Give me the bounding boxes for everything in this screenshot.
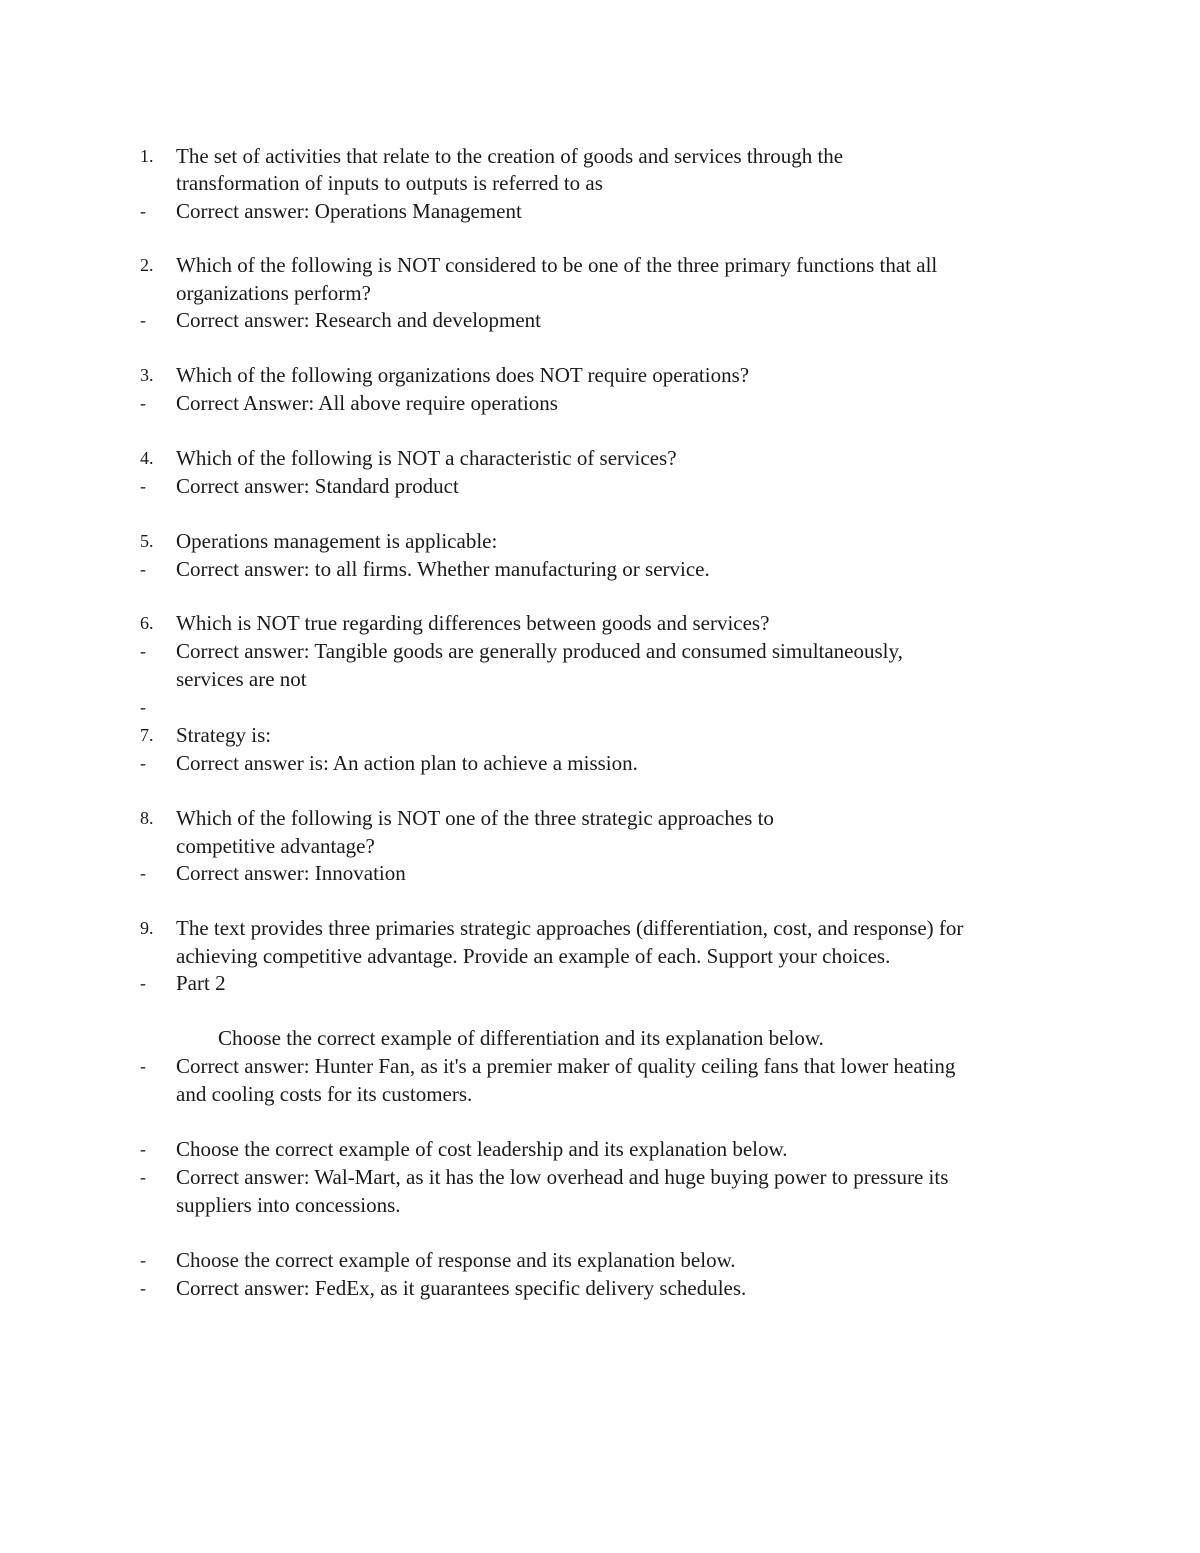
line-text: Correct answer: Innovation: [176, 861, 406, 885]
line-text: Correct answer: Research and development: [176, 308, 542, 332]
list-marker: -: [140, 641, 146, 661]
line-text: Part 2: [176, 971, 226, 995]
line-text: Which of the following organizations does NOT require operations?: [176, 363, 750, 387]
list-marker: -: [140, 1278, 146, 1298]
line-text: services are not: [176, 667, 307, 691]
list-marker: 3.: [140, 365, 154, 385]
list-marker: -: [140, 863, 146, 883]
line-text: Which of the following is NOT one of the three strategic approaches to: [176, 806, 774, 830]
list-marker: -: [140, 310, 146, 330]
list-marker: -: [140, 201, 146, 221]
line-text: Correct answer: Hunter Fan, as it's a premier maker of quality ceiling fans that lower heating: [176, 1054, 956, 1078]
list-marker: -: [140, 1056, 146, 1076]
line-text: Correct answer: to all firms. Whether manufacturing or service.: [176, 557, 710, 581]
list-marker: 1.: [140, 146, 154, 166]
line-text: Correct answer: Operations Management: [176, 199, 522, 223]
line-text: Which of the following is NOT considered to be one of the three primary functions that all: [176, 253, 938, 277]
line-text: Correct answer: Tangible goods are generally produced and consumed simultaneously,: [176, 639, 903, 663]
line-text: Strategy is:: [176, 723, 272, 747]
list-marker: 9.: [140, 918, 154, 938]
list-marker: 8.: [140, 808, 154, 828]
list-marker: -: [140, 476, 146, 496]
line-text: Which of the following is NOT a characteristic of services?: [176, 446, 677, 470]
line-text: Correct answer: FedEx, as it guarantees specific delivery schedules.: [176, 1276, 747, 1300]
line-text: Which is NOT true regarding differences between goods and services?: [176, 611, 770, 635]
line-text: transformation of inputs to outputs is referred to as: [176, 171, 603, 195]
line-text: Correct answer: Wal-Mart, as it has the low overhead and huge buying power to pressure its: [176, 1165, 949, 1189]
line-text: Correct answer: Standard product: [176, 474, 459, 498]
line-text: The text provides three primaries strategic approaches (differentiation, cost, and response) for: [176, 916, 964, 940]
list-marker: -: [140, 1139, 146, 1159]
list-marker: -: [140, 559, 146, 579]
line-text: and cooling costs for its customers.: [176, 1082, 473, 1106]
list-marker: -: [140, 1250, 146, 1270]
list-marker: -: [140, 393, 146, 413]
line-text: Correct Answer: All above require operations: [176, 391, 558, 415]
line-text: competitive advantage?: [176, 834, 375, 858]
list-marker: 4.: [140, 448, 154, 468]
line-text: Choose the correct example of response and its explanation below.: [176, 1248, 736, 1272]
list-marker: -: [140, 753, 146, 773]
line-text: organizations perform?: [176, 281, 371, 305]
line-text: Choose the correct example of cost leadership and its explanation below.: [176, 1137, 788, 1161]
line-text: suppliers into concessions.: [176, 1193, 401, 1217]
line-text: The set of activities that relate to the creation of goods and services through the: [176, 144, 844, 168]
list-marker: 5.: [140, 531, 154, 551]
list-marker: -: [140, 697, 146, 717]
list-marker: 2.: [140, 255, 154, 275]
line-text: achieving competitive advantage. Provide an example of each. Support your choices.: [176, 944, 891, 968]
line-text: Choose the correct example of differentiation and its explanation below.: [218, 1026, 824, 1050]
line-text: Operations management is applicable:: [176, 529, 498, 553]
list-marker: -: [140, 973, 146, 993]
line-text: Correct answer is: An action plan to achieve a mission.: [176, 751, 638, 775]
list-marker: 7.: [140, 725, 154, 745]
list-marker: -: [140, 1167, 146, 1187]
list-marker: 6.: [140, 613, 154, 633]
